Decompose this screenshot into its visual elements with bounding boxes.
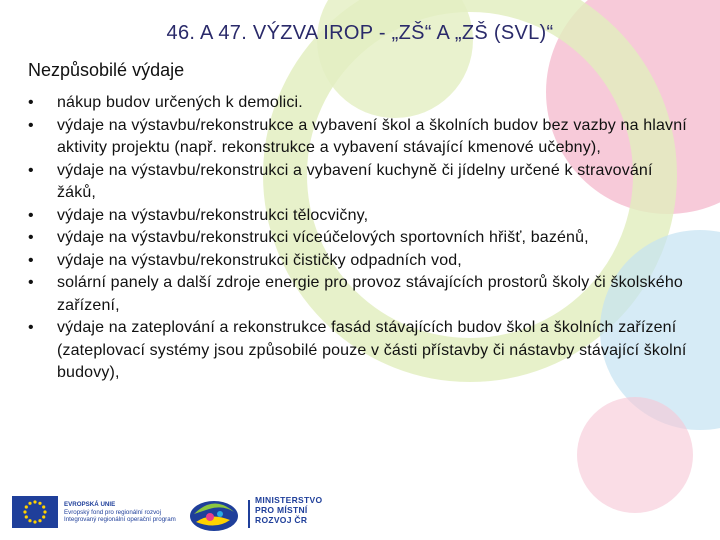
- irop-logo-icon: [186, 490, 242, 536]
- bullet-item: • výdaje na výstavbu/rekonstrukci a vybavení kuchyně či jídelny určené k stravování žáků,: [28, 160, 696, 205]
- footer-logos: [0, 488, 720, 540]
- eu-logo-text: [64, 501, 184, 524]
- eu-fund: Evropský fond pro regionální rozvoj: [64, 508, 161, 516]
- bullet-list: [28, 92, 696, 385]
- eu-program: Integrovaný regionální operační program: [64, 516, 176, 523]
- ministry-line: PRO MÍSTNÍ: [255, 505, 308, 515]
- ministry-logo-text: [255, 495, 322, 525]
- ministry-line: ROZVOJ ČR: [255, 515, 308, 525]
- ministry-line: MINISTERSTVO: [255, 495, 323, 505]
- bullet-item: • výdaje na zateplování a rekonstrukce fasád stávajících budov škol a školních zařízení (zateplovací systémy jsou způsobilé pouze v části přístavby či nástavby stávající školní budovy),: [28, 317, 696, 385]
- bullet-item: • výdaje na výstavbu/rekonstrukci víceúčelových sportovních hřišť, bazénů,: [28, 227, 696, 250]
- eu-flag-icon: [12, 496, 58, 528]
- bullet-item: • výdaje na výstavbu/rekonstrukci tělocvičny,: [28, 205, 696, 228]
- eu-name: EVROPSKÁ UNIE: [64, 501, 116, 508]
- bullet-item: • výdaje na výstavbu/rekonstrukce a vybavení škol a školních budov bez vazby na hlavní aktivity projektu (např. rekonstrukce a vybavení stávající kmenové učebny),: [28, 115, 696, 160]
- bullet-item: • solární panely a další zdroje energie pro provoz stávajících prostorů školy či školského zařízení,: [28, 272, 696, 317]
- section-subtitle: Nezpůsobilé výdaje: [28, 60, 185, 80]
- slide-title: 46. A 47. VÝZVA IROP - „ZŠ“ A „ZŠ (SVL)“: [166, 22, 554, 44]
- bullet-item: • výdaje na výstavbu/rekonstrukci čističky odpadních vod,: [28, 250, 696, 273]
- bullet-item: • nákup budov určených k demolici.: [28, 92, 696, 115]
- ministry-divider: [248, 500, 250, 528]
